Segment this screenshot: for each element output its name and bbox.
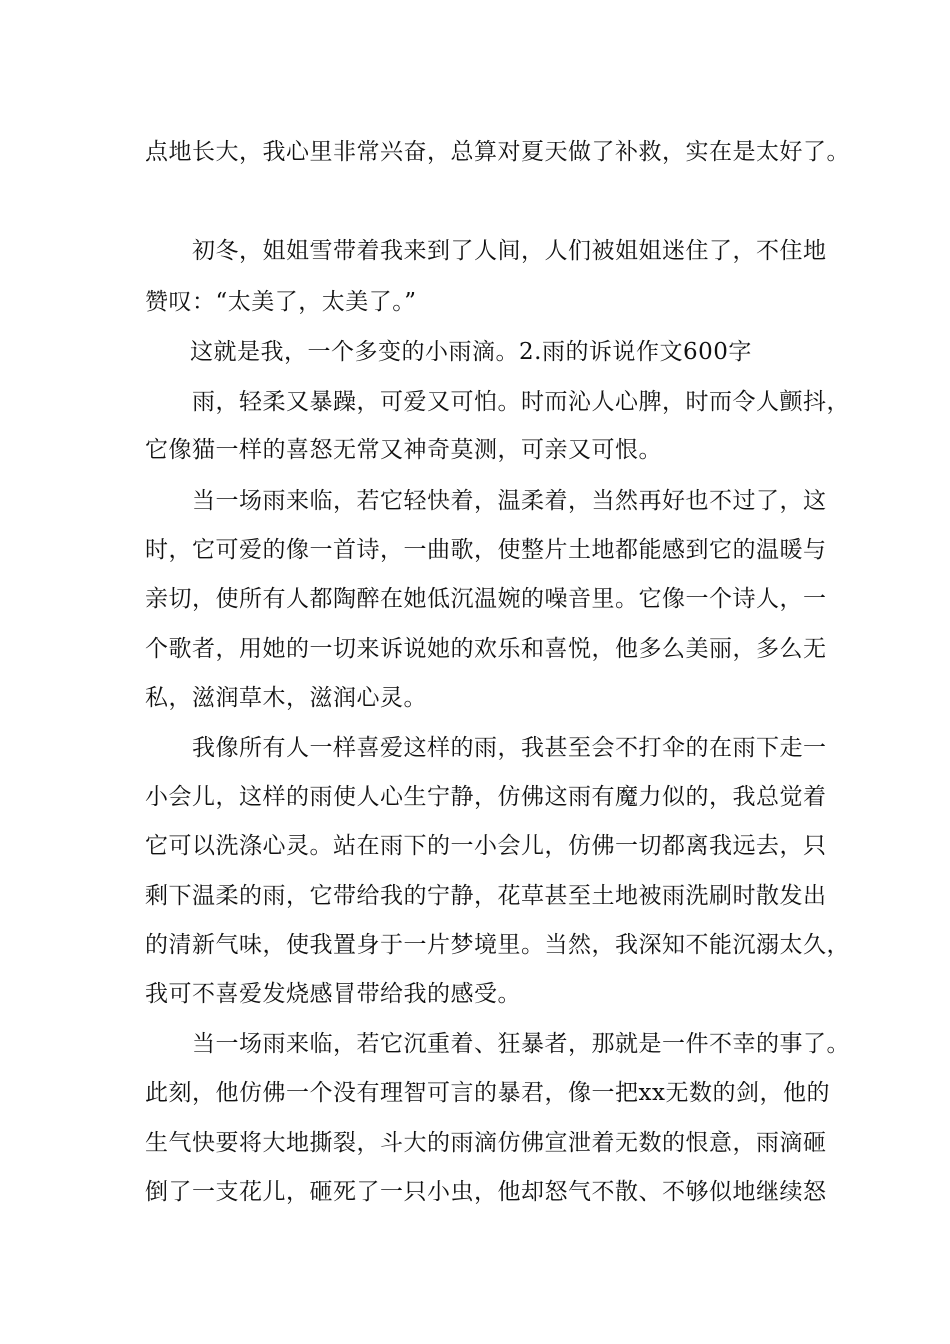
text-line-14: 它可以洗涤心灵。站在雨下的一小会儿，仿佛一切都离我远去，只 — [145, 833, 827, 859]
text-line-6: 它像猫一样的喜怒无常又神奇莫测，可亲又可恨。 — [145, 437, 662, 463]
text-line-16: 的清新气味，使我置身于一片梦境里。当然，我深知不能沉溺太久， — [145, 932, 850, 958]
text-line-4: 这就是我，一个多变的小雨滴。2.雨的诉说作文600字 — [190, 339, 752, 365]
text-line-19: 此刻，他仿佛一个没有理智可言的暴君，像一把xx无数的剑，他的 — [145, 1080, 830, 1106]
text-line-2: 初冬，姐姐雪带着我来到了人间，人们被姐姐迷住了，不住地 — [192, 238, 827, 264]
text-line-9: 亲切，使所有人都陶醉在她低沉温婉的噪音里。它像一个诗人，一 — [145, 586, 827, 612]
text-line-8: 时，它可爱的像一首诗，一曲歌，使整片土地都能感到它的温暖与 — [145, 537, 827, 563]
text-line-18: 当一场雨来临，若它沉重着、狂暴者，那就是一件不幸的事了。 — [192, 1031, 850, 1057]
text-line-1: 点地长大，我心里非常兴奋，总算对夏天做了补救，实在是太好了。 — [145, 139, 850, 165]
text-line-3: 赞叹：“太美了，太美了。” — [145, 289, 417, 315]
text-line-12: 我像所有人一样喜爱这样的雨，我甚至会不打伞的在雨下走一 — [192, 735, 827, 761]
text-line-17: 我可不喜爱发烧感冒带给我的感受。 — [145, 981, 521, 1007]
text-line-10: 个歌者，用她的一切来诉说她的欢乐和喜悦，他多么美丽，多么无 — [145, 636, 827, 662]
text-line-13: 小会儿，这样的雨使人心生宁静，仿佛这雨有魔力似的，我总觉着 — [145, 784, 827, 810]
text-line-21: 倒了一支花儿，砸死了一只小虫，他却怒气不散、不够似地继续怒 — [145, 1179, 827, 1205]
text-line-5: 雨，轻柔又暴躁，可爱又可怕。时而沁人心脾，时而令人颤抖， — [192, 389, 850, 415]
text-line-20: 生气快要将大地撕裂，斗大的雨滴仿佛宣泄着无数的恨意，雨滴砸 — [145, 1130, 827, 1156]
text-line-15: 剩下温柔的雨，它带给我的宁静，花草甚至土地被雨洗刷时散发出 — [145, 883, 827, 909]
text-line-7: 当一场雨来临，若它轻快着，温柔着，当然再好也不过了，这 — [192, 488, 827, 514]
text-line-11: 私，滋润草木，滋润心灵。 — [145, 685, 427, 711]
